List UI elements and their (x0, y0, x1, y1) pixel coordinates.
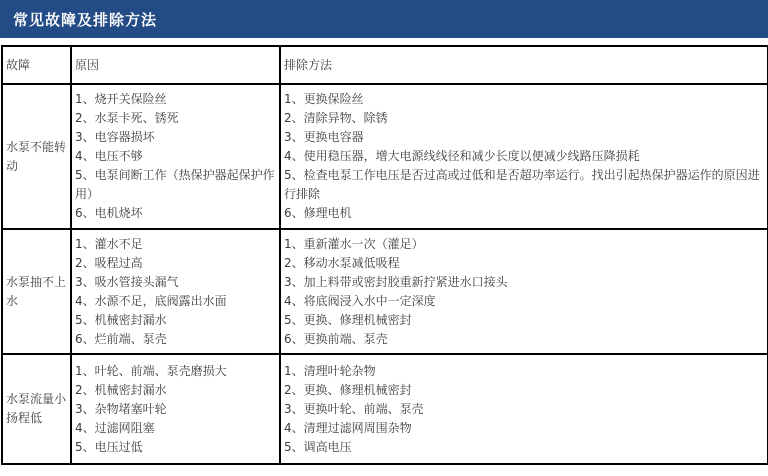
list-item: 5、更换、修理机械密封 (284, 312, 412, 327)
column-header-fault: 故障 (2, 46, 71, 84)
list-item: 1、重新灌水一次（灌足） (284, 236, 424, 251)
fault-cell: 水泵抽不上水 (2, 229, 71, 354)
list-item: 2、吸程过高 (75, 255, 143, 270)
list-item: 3、吸水管接头漏气 (75, 274, 179, 289)
page-title: 常见故障及排除方法 (13, 10, 158, 29)
list-item: 3、更换电容器 (284, 130, 364, 144)
fault-cell: 水泵不能转动 (2, 84, 71, 229)
list-item: 2、机械密封漏水 (75, 382, 167, 397)
method-cell (280, 84, 768, 229)
table-row (2, 229, 768, 354)
list-item: 2、更换、修理机械密封 (284, 382, 412, 397)
list-item: 4、水源不足，底阀露出水面 (75, 293, 227, 308)
list-item: 4、过滤网阻塞 (75, 420, 155, 435)
list-item: 5、检查电泵工作电压是否过高或过低和是否超功率运行。找出引起热保护器运作的原因进行排除 (284, 168, 760, 201)
list-item: 4、将底阀浸入水中一定深度 (284, 293, 436, 308)
column-header-method: 排除方法 (280, 46, 768, 84)
list-item: 4、使用稳压器，增大电源线线径和减少长度以便减少线路压降损耗 (284, 149, 640, 163)
list-item: 3、加上料带或密封胶重新拧紧进水口接头 (284, 274, 508, 289)
title-bar (0, 0, 768, 38)
list-item: 5、机械密封漏水 (75, 312, 167, 327)
list-item: 1、更换保险丝 (284, 92, 364, 106)
method-cell (280, 354, 768, 464)
table-header-row (2, 46, 768, 84)
list-item: 6、修理电机 (284, 206, 352, 220)
table-row (2, 354, 768, 464)
list-item: 4、电压不够 (75, 149, 143, 163)
list-item: 2、移动水泵减低吸程 (284, 255, 400, 270)
list-item: 3、杂物堵塞叶轮 (75, 401, 167, 416)
list-item: 1、烧开关保险丝 (75, 92, 167, 106)
list-item: 2、水泵卡死、锈死 (75, 111, 179, 125)
list-item: 5、电泵间断工作（热保护器起保护作用） (75, 168, 275, 201)
list-item: 1、叶轮、前端、泵壳磨损大 (75, 363, 227, 378)
method-cell (280, 229, 768, 354)
list-item: 3、更换叶轮、前端、泵壳 (284, 401, 424, 416)
column-header-cause: 原因 (71, 46, 280, 84)
list-item: 1、灌水不足 (75, 236, 143, 251)
list-item: 3、电容器损坏 (75, 130, 155, 144)
list-item: 5、电压过低 (75, 439, 143, 454)
list-item: 4、清理过滤网周围杂物 (284, 420, 412, 435)
cause-cell (71, 84, 280, 229)
cause-cell (71, 354, 280, 464)
list-item: 1、清理叶轮杂物 (284, 363, 376, 378)
list-item: 6、电机烧坏 (75, 206, 143, 220)
list-item: 2、清除异物、除锈 (284, 111, 388, 125)
fault-table (1, 45, 768, 465)
list-item: 5、调高电压 (284, 439, 352, 454)
list-item: 6、烂前端、泵壳 (75, 331, 167, 346)
table-row (2, 84, 768, 229)
list-item: 6、更换前端、泵壳 (284, 331, 388, 346)
cause-cell (71, 229, 280, 354)
fault-cell: 水泵流量小扬程低 (2, 354, 71, 464)
